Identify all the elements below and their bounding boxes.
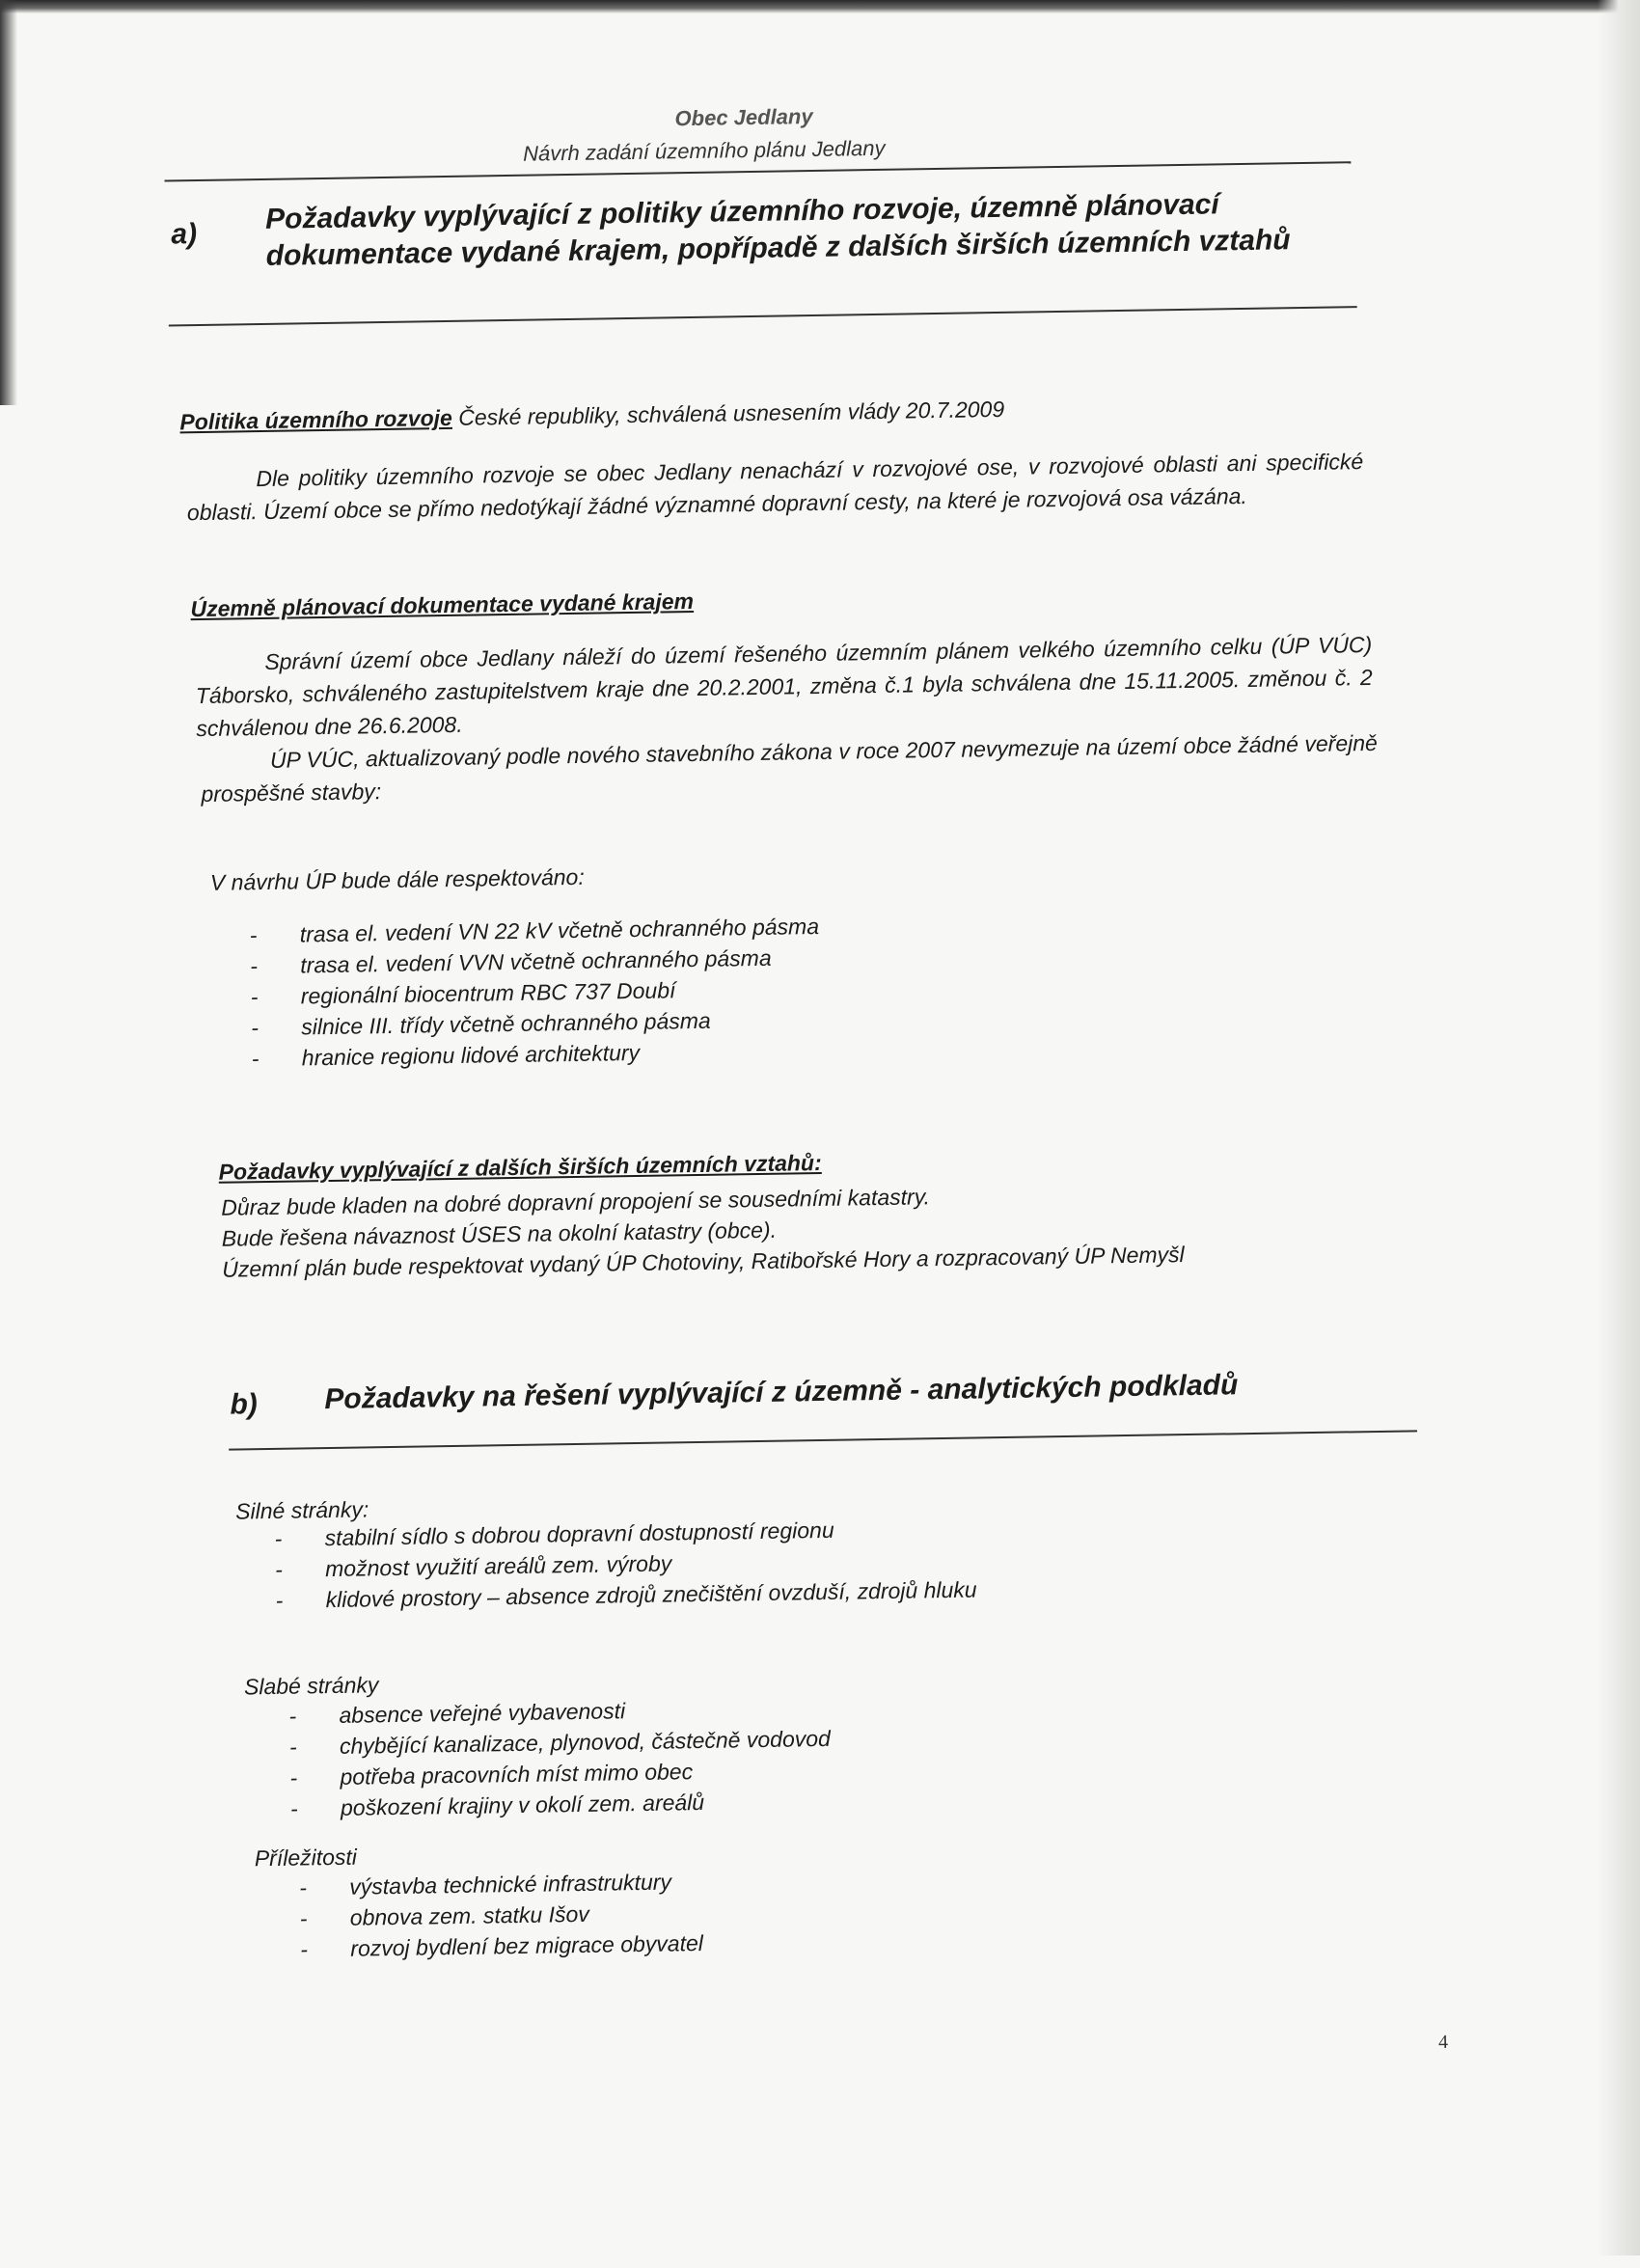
list-item: - trasa el. vedení VN 22 kV včetně ochranného pásma	[249, 913, 820, 948]
list-item: - absence veřejné vybavenosti	[288, 1698, 626, 1729]
list-item: - trasa el. vedení VVN včetně ochranného pásma	[250, 944, 772, 979]
policy-heading: Politika územního rozvoje	[179, 404, 453, 435]
weaknesses-list	[288, 1692, 832, 1824]
section-a-title: Požadavky vyplývající z politiky územního rozvoje, územně plánovací dokumentace vydané krajem, popřípadě z dalších širších územních vztahů	[264, 188, 1291, 272]
regional-doc-paragraph-2: ÚP VÚC, aktualizovaný podle nového stavebního zákona v roce 2007 nevymezuje na území obce žádné veřejně prospěšné stavby:	[201, 729, 1379, 807]
policy-heading-rest: České republiky, schválená usnesením vlády 20.7.2009	[451, 396, 1005, 430]
wider-relations-line: Územní plán bude respektovat vydaný ÚP Chotoviny, Ratibořské Hory a rozpracovaný ÚP Nemyšl	[222, 1242, 1185, 1282]
page-number: 4	[1437, 2031, 1449, 2054]
respected-list	[250, 911, 822, 1074]
regional-doc-paragraph-1: Správní území obce Jedlany náleží do území řešeného územním plánem velkého územního celku (ÚP VÚC) Táborsko, schváleného zastupitelstvem kraje dne 20.2.2001, změna č.1 byla schválena dne 15.11.2005. změnou č. 2 schválenou dne 26.6.2008.	[195, 631, 1373, 742]
opportunities-label: Příležitosti	[254, 1844, 358, 1872]
list-item: - rozvoj bydlení bez migrace obyvatel	[300, 1930, 704, 1962]
section-b-letter: b)	[230, 1388, 259, 1421]
strengths-label: Silné stránky:	[234, 1496, 369, 1524]
wider-relations-line: Bude řešena návaznost ÚSES na okolní katastry (obce).	[221, 1216, 778, 1251]
regional-doc-heading: Územně plánovací dokumentace vydané krajem	[190, 587, 695, 622]
section-b-title: Požadavky na řešení vyplývající z územně - analytických podkladů	[324, 1369, 1239, 1416]
list-item: - klidové prostory – absence zdrojů znečištění ovzduší, zdrojů hluku	[275, 1576, 977, 1613]
section-b-rule	[229, 1430, 1417, 1450]
header-rule	[164, 161, 1351, 181]
respected-label: V návrhu ÚP bude dále respektováno:	[209, 863, 585, 895]
list-item: - poškození krajiny v okolí zem. areálů	[289, 1789, 705, 1821]
list-item: - potřeba pracovních míst mimo obec	[289, 1759, 694, 1790]
list-item: - hranice regionu lidové architektury	[251, 1039, 641, 1072]
list-item: - obnova zem. statku Išov	[299, 1900, 589, 1931]
list-item: - regionální biocentrum RBC 737 Doubí	[250, 977, 676, 1010]
list-item: - chybějící kanalizace, plynovod, částečně vodovod	[288, 1725, 832, 1760]
strengths-list	[274, 1513, 976, 1616]
list-item: - silnice III. třídy včetně ochranného pásma	[251, 1007, 711, 1041]
header-document-title: Návrh zadání územního plánu Jedlany	[522, 135, 886, 166]
weaknesses-label: Slabé stránky	[243, 1672, 379, 1700]
policy-paragraph: Dle politiky územního rozvoje se obec Jedlany nenachází v rozvojové ose, v rozvojové oblasti ani specifické oblasti. Území obce se přímo nedotýkají žádné významné dopravní cesty, na které je rozvojová osa vázána.	[186, 449, 1364, 526]
section-a-letter: a)	[171, 218, 198, 251]
list-item: - možnost využití areálů zem. výroby	[274, 1550, 672, 1582]
opportunities-list	[299, 1866, 703, 1965]
wider-relations-heading: Požadavky vyplývající z dalších širších územních vztahů:	[218, 1149, 822, 1185]
wider-relations-line: Důraz bude kladen na dobré dopravní propojení se sousedními katastry.	[221, 1184, 931, 1220]
list-item: - výstavba technické infrastruktury	[299, 1869, 672, 1900]
section-a-rule	[169, 306, 1357, 326]
wider-relations-lines	[221, 1177, 1185, 1285]
header-municipality: Obec Jedlany	[674, 103, 813, 131]
list-item: - stabilní sídlo s dobrou dopravní dostupností regionu	[274, 1517, 834, 1551]
policy-heading-line	[179, 393, 1004, 438]
